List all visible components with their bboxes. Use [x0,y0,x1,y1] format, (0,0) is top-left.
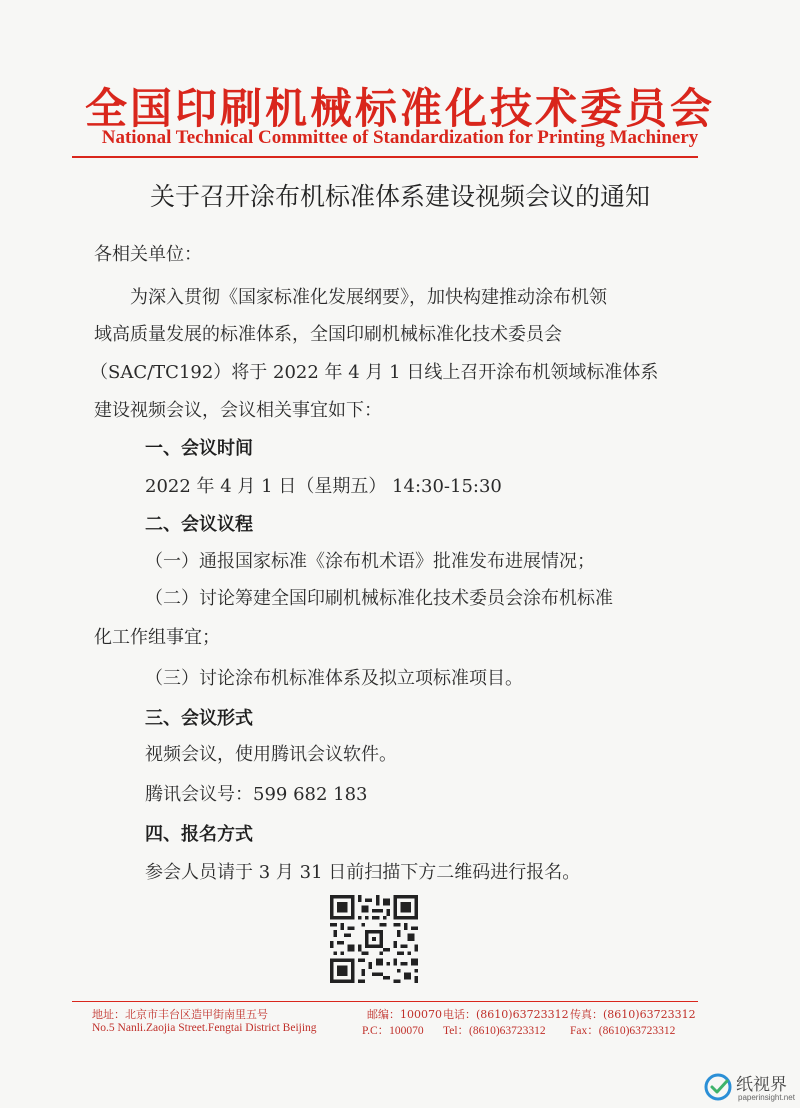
section-time-value: 2022 年 4 月 1 日（星期五） 14:30-15:30 [145,476,502,497]
section-format-heading: 三、会议形式 [145,708,253,729]
footer-fax-cn: 传真：(8610)63723312 [570,1008,696,1021]
salutation: 各相关单位： [94,244,202,265]
agenda-item-1: （一）通报国家标准《涂布机术语》批准发布进展情况； [145,551,595,572]
footer-postcode-en: P.C：100070 [362,1025,424,1037]
watermark-url: paperinsight.net [738,1093,795,1102]
registration-qr-code[interactable] [330,895,418,983]
footer-fax-en: Fax：(8610)63723312 [570,1025,676,1037]
section-agenda-heading: 二、会议议程 [145,514,253,535]
footer-tel-en: Tel：(8610)63723312 [443,1025,546,1037]
watermark-brand: 纸视界 [736,1075,787,1095]
intro-line-1: 为深入贯彻《国家标准化发展纲要》，加快构建推动涂布机领 [130,287,607,308]
intro-line-3: （SAC/TC192）将于 2022 年 4 月 1 日线上召开涂布机领域标准体系 [90,362,659,383]
org-name-cn: 全国印刷机械标准化技术委员会 [84,84,715,133]
document-title: 关于召开涂布机标准体系建设视频会议的通知 [149,182,650,211]
meeting-id: 腾讯会议号：599 682 183 [145,784,368,805]
footer-address-en: No.5 Nanli.Zaojia Street.Fengtai District Beijing [92,1022,317,1034]
intro-line-2: 域高质量发展的标准体系，全国印刷机械标准化技术委员会 [94,324,562,345]
agenda-item-3: （三）讨论涂布机标准体系及拟立项标准项目。 [145,668,523,689]
footer-address-cn: 地址：北京市丰台区造甲街南里五号 [92,1008,268,1021]
footer-tel-cn: 电话：(8610)63723312 [443,1008,569,1021]
paperinsight-logo-icon [703,1072,733,1102]
agenda-item-2: （二）讨论筹建全国印刷机械标准化技术委员会涂布机标准 [145,588,613,609]
org-name-en: National Technical Committee of Standardization for Printing Machinery [101,127,699,148]
intro-line-4: 建设视频会议，会议相关事宜如下： [94,400,382,421]
footer-divider [72,1001,698,1002]
section-signup-heading: 四、报名方式 [145,824,253,845]
header-divider [72,156,698,158]
footer-postcode-cn: 邮编：100070 [367,1008,442,1021]
agenda-item-2-cont: 化工作组事宜； [94,627,220,648]
section-time-heading: 一、会议时间 [145,438,253,459]
section-format-value: 视频会议，使用腾讯会议软件。 [145,744,397,765]
section-signup-value: 参会人员请于 3 月 31 日前扫描下方二维码进行报名。 [145,862,581,883]
